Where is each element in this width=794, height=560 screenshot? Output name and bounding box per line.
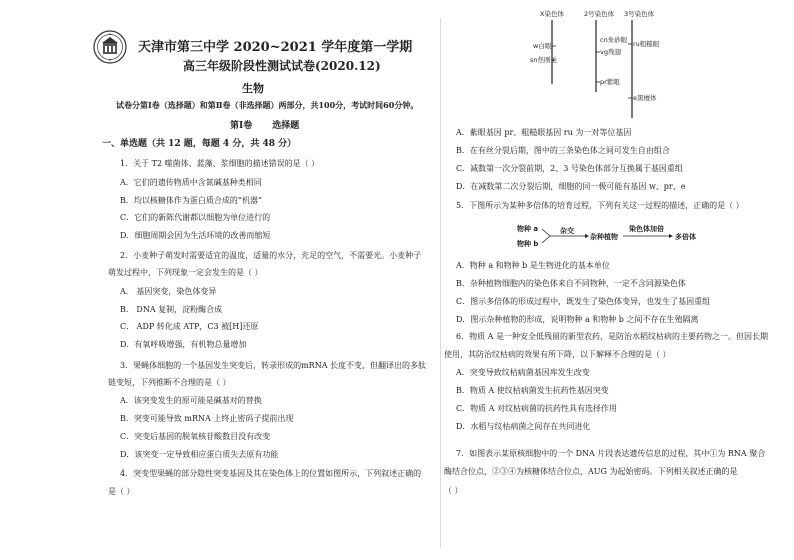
- species-a-label: 物种 a: [517, 225, 539, 233]
- q4-option-b: B．在有丝分裂后期，图中的三条染色体之间可发生自由组合: [456, 146, 670, 155]
- part-label: 第Ⅰ卷: [230, 121, 253, 131]
- q2-option-d: D．有氧呼吸增强，有机物总量增加: [120, 340, 247, 349]
- subject-title: 生物: [242, 82, 264, 95]
- gene-w: w白眼: [533, 42, 552, 50]
- q1-option-a: A．它们的遗传物质中含氮碱基种类相同: [120, 178, 262, 187]
- q6-option-a: A．突变导致纹枯病菌基因库发生改变: [456, 368, 590, 377]
- hybridize-label: 杂交: [560, 227, 574, 235]
- chromosome-2-label: 2号染色体: [584, 10, 615, 18]
- polyploid-label: 多倍体: [675, 233, 696, 241]
- q7-stem-cont2: （ ）: [444, 486, 463, 495]
- q6-stem: 6．物质 A 是一种安全低残留的新型农药，是防治水稻纹枯病的主要药物之一。但因长期: [456, 332, 768, 341]
- part-heading: [230, 118, 299, 131]
- polyploid-flow-figure: [505, 222, 715, 252]
- gene-ru: ru粗糙眼: [633, 40, 660, 48]
- column-divider: [440, 18, 441, 548]
- q6-option-d: D．水稻与纹枯病菌之间存在共同进化: [456, 422, 591, 431]
- gene-sn: sn焦刚毛: [530, 56, 558, 64]
- gene-e: e黑檀体: [633, 94, 657, 102]
- q5-stem: 5．下图所示为某种多倍体的培育过程，下列有关这一过程的描述，正确的是（ ）: [456, 201, 744, 210]
- q2-option-c: C． ADP 转化成 ATP，C3 被[H]还原: [120, 322, 259, 331]
- q7-stem-cont: 酶结合位点，②③④为核糖体结合位点，AUG 为起始密码。下列相关叙述正确的是: [444, 467, 738, 476]
- q3-option-a: A．该突变发生的原可能是碱基对的替换: [120, 396, 262, 405]
- q4-stem: 4．突变型果蝇的部分隐性突变基因及其在染色体上的位置如图所示，下列叙述正确的: [120, 469, 422, 478]
- q5-option-c: C．图示多倍体的形成过程中，既发生了染色体变异，也发生了基因重组: [456, 297, 711, 306]
- section-heading: 一、单选题（共 12 题，每题 4 分，共 48 分）: [102, 139, 297, 149]
- gene-vg: vg残翅: [600, 48, 621, 56]
- gene-pr: pr紫眼: [600, 78, 620, 86]
- q6-option-c: C．物质 A 对纹枯病菌的抗药性具有选择作用: [456, 404, 617, 413]
- q2-option-b: B． DNA 复制，淀粉酶合成: [120, 305, 223, 314]
- q3-stem-cont: 链变短，下列推断不合理的是（ ）: [108, 378, 231, 387]
- q3-stem: 3．果蝇体细胞的一个基因发生突变后，转录形成的mRNA 长度不变，但翻译出的多肽: [120, 361, 427, 370]
- exam-info: 试卷分第Ⅰ卷（选择题）和第Ⅱ卷（非选择题）两部分，共100分，考试时间60分钟。: [116, 100, 419, 110]
- exam-title: 高三年级阶段性测试试卷(2020.12): [183, 59, 381, 73]
- q3-option-c: C．突变后基因的脱氧核苷酸数目没有改变: [120, 432, 271, 441]
- q4-option-c: C．减数第一次分裂前期，2、3 号染色体部分互换属于基因重组: [456, 164, 683, 173]
- q4-stem-cont: 是（ ）: [108, 487, 135, 496]
- doubling-label: 染色体加倍: [629, 225, 664, 233]
- q1-stem: 1．关于 T2 噬菌体、蓝藻、浆细胞的描述错误的是（ ）: [120, 159, 320, 168]
- q3-option-d: D．该突变一定导致相应蛋白质失去原有功能: [120, 450, 279, 459]
- hybrid-plant-label: 杂种植物: [590, 233, 618, 241]
- q2-stem: 2．小麦种子萌发时需要适宜的温度，适量的水分，充足的空气，不需要光。小麦种子: [120, 251, 422, 260]
- q5-option-d: D．图示杂种植物的形成，说明物种 a 和物种 b 之间不存在生殖隔离: [456, 315, 699, 324]
- q6-option-b: B．物质 A 使纹枯病菌发生抗药性基因突变: [456, 386, 609, 395]
- q2-option-a: A． 基因突变，染色体变异: [120, 287, 217, 296]
- chromosome-figure: [520, 6, 720, 124]
- q5-option-a: A．物种 a 和物种 b 是生物进化的基本单位: [456, 261, 610, 270]
- part-name: 选择题: [272, 121, 300, 131]
- q1-option-c: C．它们的新陈代谢都以细胞为单位进行的: [120, 213, 271, 222]
- q5-option-b: B．杂种植物细胞内的染色体来自不同物种，一定不含同源染色体: [456, 279, 686, 288]
- q6-stem-cont: 使用，其防治纹枯病的效果有所下降，以下解释不合理的是（ ）: [444, 350, 671, 359]
- chromosome-3-label: 3号染色体: [624, 10, 655, 18]
- q4-option-d: D．在减数第二次分裂后期，细胞的同一极可能有基因 w、pr、e: [456, 182, 686, 191]
- q1-option-d: D．细胞周期会因为生活环境的改善而缩短: [120, 231, 271, 240]
- gene-cn: cn朱砂眼: [600, 36, 628, 44]
- species-b-label: 物种 b: [517, 240, 539, 248]
- x-chromosome-label: X染色体: [540, 10, 564, 18]
- q7-stem: 7．如图表示某原核细胞中的一个 DNA 片段表达遗传信息的过程，其中①为 RNA 聚合: [456, 449, 766, 458]
- q1-option-b: B．均以核糖体作为蛋白质合成的“机器”: [120, 196, 263, 205]
- q2-stem-cont: 萌发过程中，下列现象一定会发生的是（ ）: [108, 268, 263, 277]
- q3-option-b: B．突变可能导致 mRNA 上终止密码子提前出现: [120, 414, 294, 423]
- school-logo: [93, 30, 127, 64]
- school-title: 天津市第三中学 2020~2021 学年度第一学期: [138, 40, 413, 55]
- q4-option-a: A．紫眼基因 pr、粗糙眼基因 ru 为一对等位基因: [456, 128, 632, 137]
